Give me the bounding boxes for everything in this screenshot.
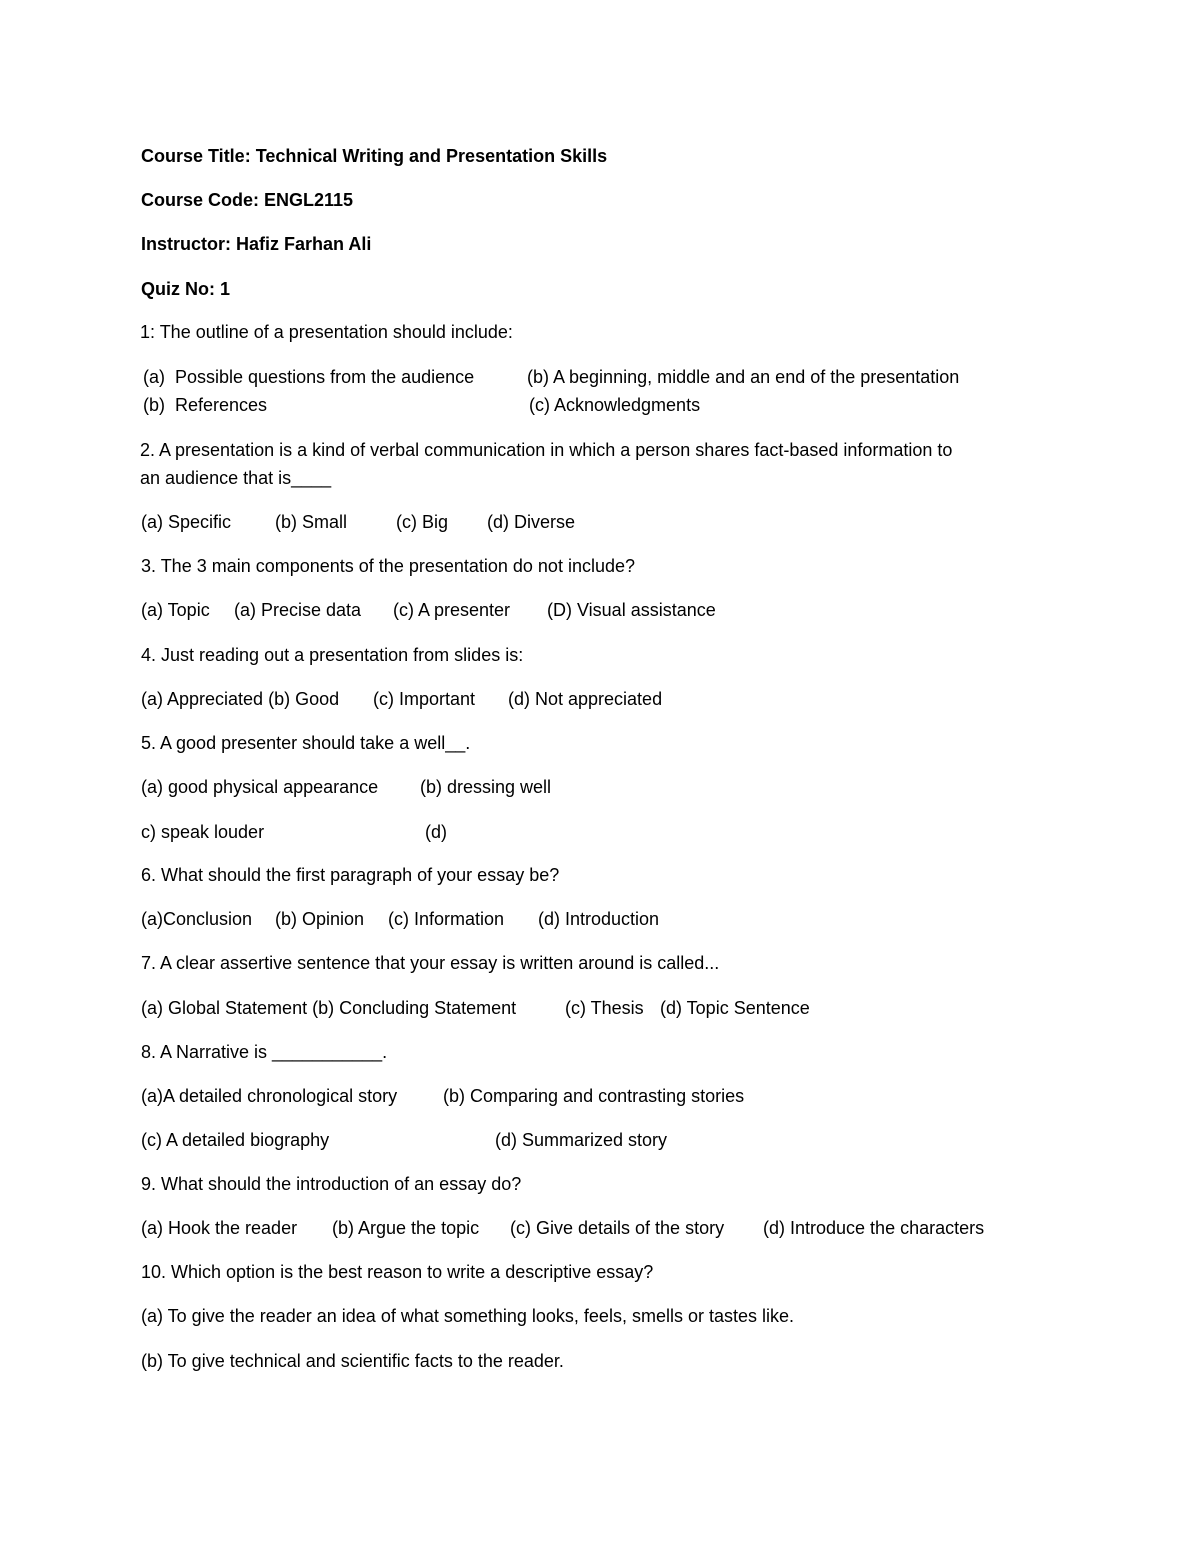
course-title: Course Title: Technical Writing and Presentation Skills (141, 146, 608, 166)
question-1-stem: 1: The outline of a presentation should include: (140, 322, 513, 342)
question-2-stem-line1: 2. A presentation is a kind of verbal communication in which a person shares fact-based information to (140, 440, 953, 460)
q2-option-b: (b) Small (275, 512, 348, 532)
question-3-stem: 3. The 3 main components of the presentation do not include? (141, 556, 635, 576)
q1-option-b: (b) A beginning, middle and an end of the presentation (527, 367, 960, 387)
q3-option-d: (D) Visual assistance (547, 600, 716, 620)
q1-option-a: (a) Possible questions from the audience (143, 367, 475, 387)
q5-option-d: (d) (425, 822, 447, 842)
q3-option-a: (a) Topic (141, 600, 210, 620)
question-6-stem: 6. What should the first paragraph of your essay be? (141, 865, 560, 885)
question-4-stem: 4. Just reading out a presentation from slides is: (141, 645, 524, 665)
q3-option-a2: (a) Precise data (234, 600, 362, 620)
q5-option-c: c) speak louder (141, 822, 265, 842)
question-7-stem: 7. A clear assertive sentence that your essay is written around is called... (141, 953, 720, 973)
instructor: Instructor: Hafiz Farhan Ali (141, 234, 372, 254)
q2-option-c: (c) Big (396, 512, 449, 532)
q3-option-c: (c) A presenter (393, 600, 511, 620)
question-2-stem-line2: an audience that is____ (140, 468, 332, 488)
q9-option-d: (d) Introduce the characters (763, 1218, 985, 1238)
q9-option-c: (c) Give details of the story (510, 1218, 725, 1238)
q6-option-c: (c) Information (388, 909, 505, 929)
q8-option-d: (d) Summarized story (495, 1130, 668, 1150)
q4-option-ab: (a) Appreciated (b) Good (141, 689, 340, 709)
question-10-stem: 10. Which option is the best reason to write a descriptive essay? (141, 1262, 654, 1282)
q7-option-ab: (a) Global Statement (b) Concluding Statement (141, 998, 517, 1018)
q6-option-d: (d) Introduction (538, 909, 660, 929)
q6-option-a: (a)Conclusion (141, 909, 253, 929)
q7-option-c: (c) Thesis (565, 998, 644, 1018)
question-9-stem: 9. What should the introduction of an essay do? (141, 1174, 522, 1194)
q8-option-c: (c) A detailed biography (141, 1130, 330, 1150)
q9-option-a: (a) Hook the reader (141, 1218, 298, 1238)
quiz-number: Quiz No: 1 (141, 279, 230, 299)
q5-option-b: (b) dressing well (420, 777, 552, 797)
q4-option-c: (c) Important (373, 689, 476, 709)
course-code: Course Code: ENGL2115 (141, 190, 354, 210)
q10-option-b: (b) To give technical and scientific facts to the reader. (141, 1351, 564, 1371)
q2-option-a: (a) Specific (141, 512, 232, 532)
q5-option-a: (a) good physical appearance (141, 777, 379, 797)
question-8-stem: 8. A Narrative is ___________. (141, 1042, 388, 1062)
q6-option-b: (b) Opinion (275, 909, 365, 929)
q10-option-a: (a) To give the reader an idea of what something looks, feels, smells or tastes like. (141, 1306, 794, 1326)
q8-option-b: (b) Comparing and contrasting stories (443, 1086, 745, 1106)
q4-option-d: (d) Not appreciated (508, 689, 663, 709)
q1-option-c: (c) Acknowledgments (529, 395, 701, 415)
q2-option-d: (d) Diverse (487, 512, 576, 532)
question-5-stem: 5. A good presenter should take a well__. (141, 733, 471, 753)
q7-option-d: (d) Topic Sentence (660, 998, 810, 1018)
q9-option-b: (b) Argue the topic (332, 1218, 480, 1238)
q1-option-b2: (b) References (143, 395, 268, 415)
q8-option-a: (a)A detailed chronological story (141, 1086, 398, 1106)
